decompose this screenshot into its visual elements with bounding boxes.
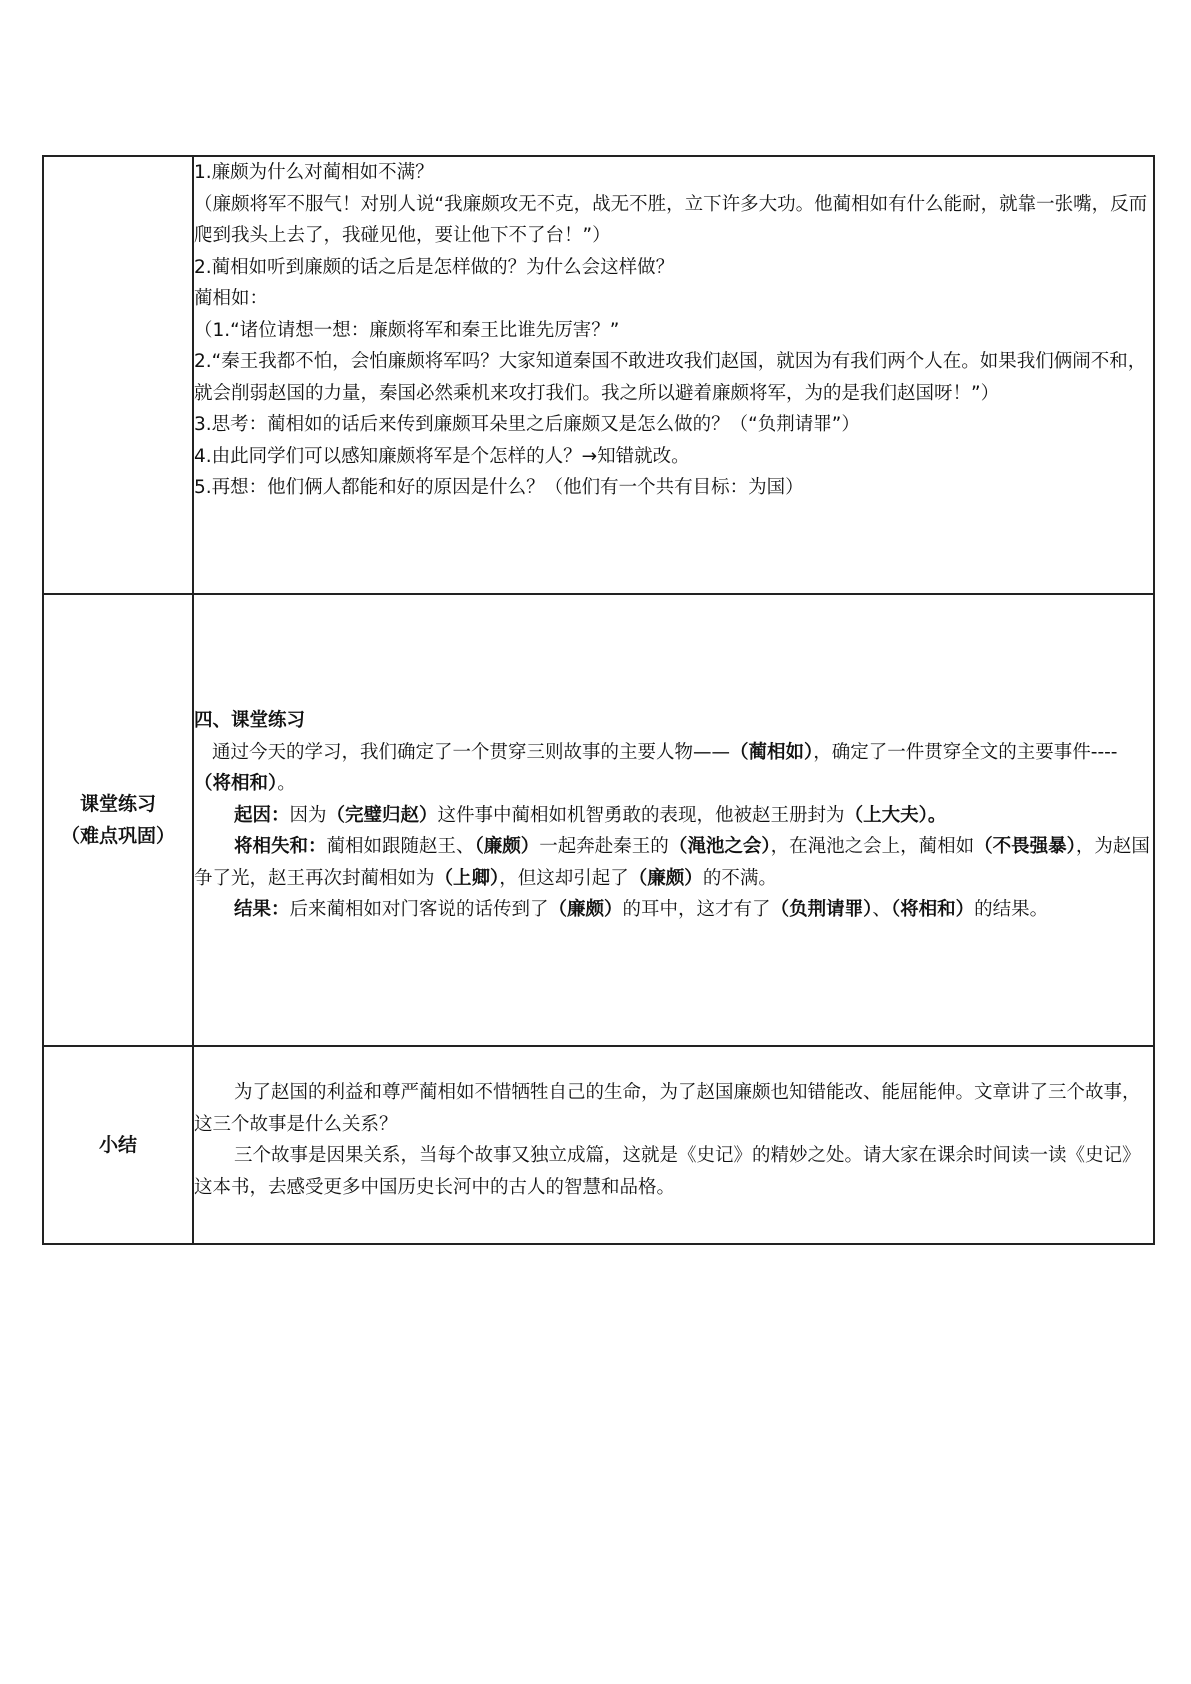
row-label-practice <box>43 594 193 1046</box>
table-row-discussion <box>43 156 1154 594</box>
summary-paragraph-2: 三个故事是因果关系，当每个故事又独立成篇，这就是《史记》的精妙之处。请大家在课余时间读一读《史记》这本书，去感受更多中国历史长河中的古人的智慧和品格。 <box>194 1145 1141 1198</box>
table-row-practice <box>43 594 1154 1046</box>
question-4: 4.由此同学们可以感知廉颇将军是个怎样的人？→知错就改。 <box>194 445 690 467</box>
practice-paragraph-discord: 将相失和：蔺相如跟随赵王、（廉颇）一起奔赴秦王的（渑池之会），在渑池之会上，蔺相如（不畏强暴），为赵国争了光，赵王再次封蔺相如为（上卿），但这却引起了（廉颇）的不满。 <box>194 836 1150 889</box>
summary-paragraph-1: 为了赵国的利益和尊严蔺相如不惜牺牲自己的生命，为了赵国廉颇也知错能改、能屈能伸。文章讲了三个故事，这三个故事是什么关系？ <box>194 1082 1141 1135</box>
practice-heading: 四、课堂练习 <box>194 710 306 731</box>
practice-paragraph-result: 结果：后来蔺相如对门客说的话传到了（廉颇）的耳中，这才有了（负荆请罪）、（将相和）的结果。 <box>234 899 1049 920</box>
answer-2-quote-1: （1.“诸位请想一想：廉颇将军和秦王比谁先厉害？” <box>194 319 620 341</box>
summary-content <box>193 1046 1154 1244</box>
practice-paragraph-1: 通过今天的学习，我们确定了一个贯穿三则故事的主要人物——（蔺相如），确定了一件贯穿全文的主要事件----（将相和）。 <box>194 741 1118 794</box>
answer-2-quote-2: 2.“秦王我都不怕，会怕廉颇将军吗？大家知道秦国不敢进攻我们赵国，就因为有我们两个人在。如果我们俩闹不和，就会削弱赵国的力量，秦国必然乘机来攻打我们。我之所以避着廉颇将军，为的是我们赵国呀！”） <box>194 351 1147 404</box>
question-3: 3.思考：蔺相如的话后来传到廉颇耳朵里之后廉颇又是怎么做的？（“负荆请罪”） <box>194 414 860 435</box>
answer-2-intro: 蔺相如： <box>194 288 269 309</box>
row-label-summary: 小结 <box>43 1046 193 1244</box>
table-row-summary <box>43 1046 1154 1244</box>
label-practice-subtitle: （难点巩固） <box>60 825 175 847</box>
practice-paragraph-cause: 起因：因为（完璧归赵）这件事中蔺相如机智勇敢的表现，他被赵王册封为（上大夫）。 <box>234 804 947 826</box>
practice-content <box>193 594 1154 1046</box>
question-1: 1.廉颇为什么对蔺相如不满？ <box>194 162 434 183</box>
answer-1: （廉颇将军不服气！对别人说“我廉颇攻无不克，战无不胜，立下许多大功。他蔺相如有什么能耐，就靠一张嘴，反而爬到我头上去了，我碰见他，要让他下不了台！”） <box>194 193 1148 246</box>
question-5: 5.再想：他们俩人都能和好的原因是什么？（他们有一个共有目标：为国） <box>194 477 804 498</box>
question-2: 2.蔺相如听到廉颇的话之后是怎样做的？为什么会这样做？ <box>194 256 675 278</box>
lesson-plan-table <box>42 155 1155 1245</box>
discussion-content <box>193 156 1154 594</box>
row-label-empty <box>43 156 193 594</box>
label-practice-title: 课堂练习 <box>79 793 156 815</box>
